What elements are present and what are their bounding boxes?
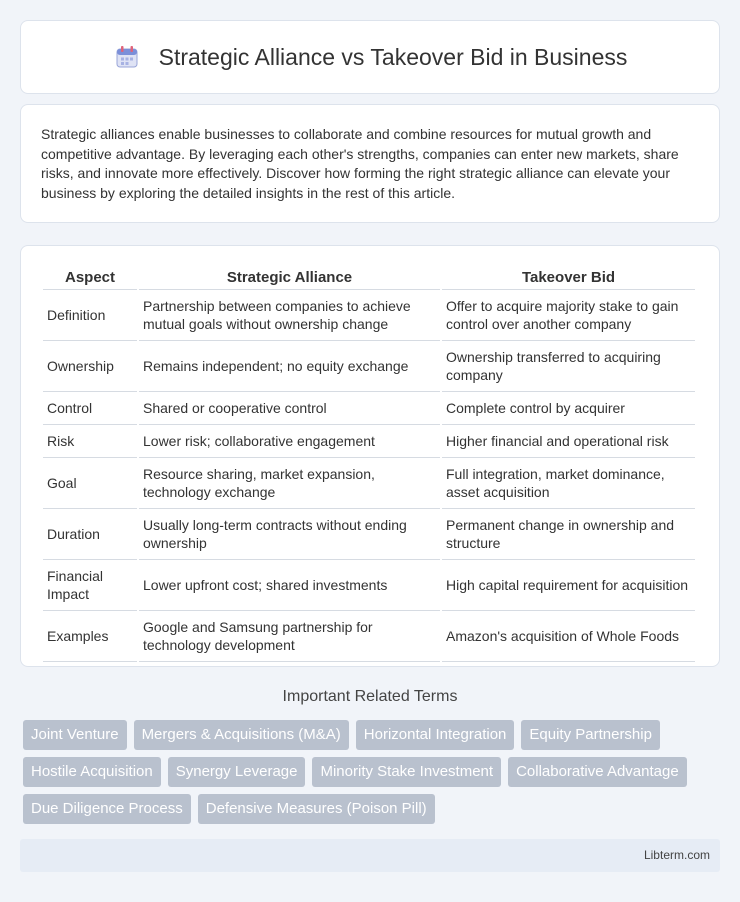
aspect-cell: Control [43,392,137,425]
aspect-cell: Ownership [43,341,137,392]
comparison-table-card [20,245,720,667]
takeover-bid-cell: High capital requirement for acquisition [442,560,695,611]
strategic-alliance-cell: Shared or cooperative control [139,392,440,425]
table-row [43,458,695,509]
table-row [43,509,695,560]
table-row [43,611,695,662]
term-tag-collaborative-advantage[interactable]: Collaborative Advantage [508,757,687,787]
aspect-cell: Examples [43,611,137,662]
term-tag-defensive-measures[interactable]: Defensive Measures (Poison Pill) [198,794,435,824]
table-row [43,425,695,458]
aspect-cell: Financial Impact [43,560,137,611]
page-title: Strategic Alliance vs Takeover Bid in Business [158,43,628,70]
strategic-alliance-cell: Remains independent; no equity exchange [139,341,440,392]
intro-text: Strategic alliances enable businesses to collaborate and combine resources for mutual growth and competitive advantage. By leveraging each other's strengths, companies can enter new markets, share risks, and innovate more effectively. Discover how forming the right strategic alliance can elevate your business by exploring the detailed insights in the rest of this article. [41,126,679,201]
term-tag-synergy-leverage[interactable]: Synergy Leverage [168,757,306,787]
term-tag-hostile-acquisition[interactable]: Hostile Acquisition [23,757,161,787]
takeover-bid-cell: Offer to acquire majority stake to gain control over another company [442,290,695,341]
table-row [43,341,695,392]
strategic-alliance-cell: Lower risk; collaborative engagement [139,425,440,458]
header-aspect: Aspect [43,265,137,290]
takeover-bid-cell: Ownership transferred to acquiring company [442,341,695,392]
aspect-cell: Risk [43,425,137,458]
header-strategic-alliance: Strategic Alliance [139,265,440,290]
takeover-bid-cell: Higher financial and operational risk [442,425,695,458]
aspect-cell: Definition [43,290,137,341]
footer-site-link[interactable]: Libterm.com [643,848,710,862]
table-row [43,290,695,341]
intro-card [20,104,720,223]
strategic-alliance-cell: Usually long-term contracts without ending ownership [139,509,440,560]
term-tag-horizontal-integration[interactable]: Horizontal Integration [356,720,515,750]
takeover-bid-cell: Full integration, market dominance, asset acquisition [442,458,695,509]
strategic-alliance-cell: Lower upfront cost; shared investments [139,560,440,611]
strategic-alliance-cell: Google and Samsung partnership for technology development [139,611,440,662]
header-takeover-bid: Takeover Bid [442,265,695,290]
takeover-bid-cell: Permanent change in ownership and structure [442,509,695,560]
table-row [43,392,695,425]
strategic-alliance-cell: Resource sharing, market expansion, technology exchange [139,458,440,509]
takeover-bid-cell: Amazon's acquisition of Whole Foods [442,611,695,662]
aspect-cell: Goal [43,458,137,509]
term-tag-mergers-acquisitions[interactable]: Mergers & Acquisitions (M&A) [134,720,349,750]
term-tag-due-diligence-process[interactable]: Due Diligence Process [23,794,191,824]
term-tag-minority-stake-investment[interactable]: Minority Stake Investment [312,757,501,787]
related-terms-heading: Important Related Terms [282,688,458,705]
calendar-icon [113,43,141,71]
table-header-row [43,265,695,290]
term-tag-joint-venture[interactable]: Joint Venture [23,720,127,750]
strategic-alliance-cell: Partnership between companies to achieve mutual goals without ownership change [139,290,440,341]
takeover-bid-cell: Complete control by acquirer [442,392,695,425]
aspect-cell: Duration [43,509,137,560]
table-row [43,560,695,611]
comparison-table [41,265,697,662]
related-terms-list [23,720,723,824]
term-tag-equity-partnership[interactable]: Equity Partnership [521,720,660,750]
footer [20,839,720,872]
title-card [20,20,720,94]
